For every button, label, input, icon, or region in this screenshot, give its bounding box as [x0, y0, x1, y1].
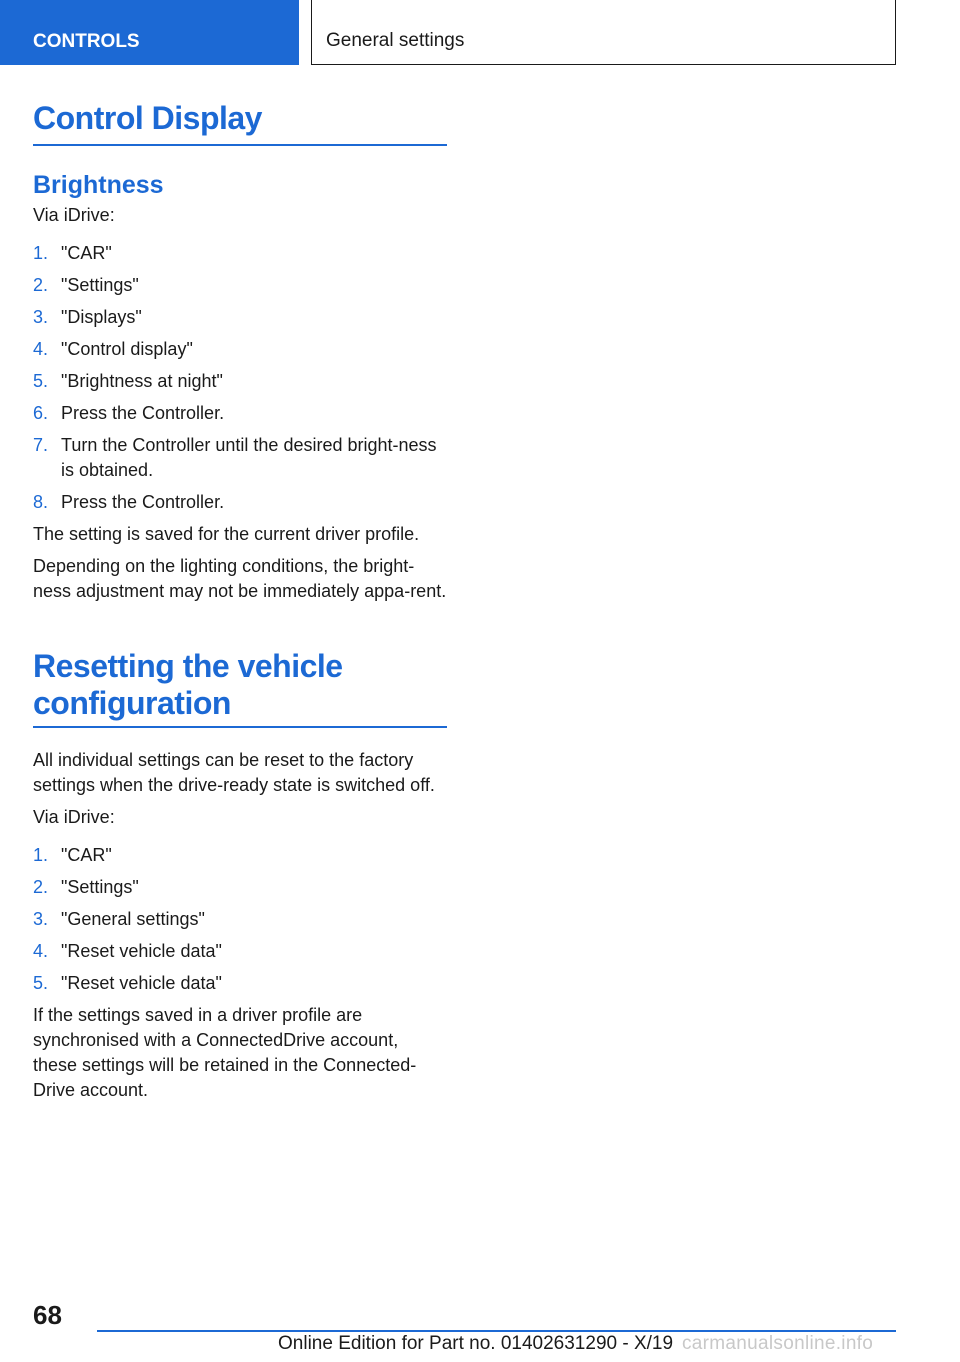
brightness-steps — [33, 241, 447, 515]
brightness-heading: Brightness — [33, 171, 164, 199]
step-text: Press the Controller. — [61, 403, 225, 423]
list-item — [33, 971, 447, 996]
list-item — [33, 305, 447, 330]
lighting-note: Depending on the lighting conditions, the bright‐ness adjustment may not be immediately appa‐rent. — [33, 556, 447, 601]
step-text: Turn the Controller until the desired bright‐ness is obtained. — [61, 435, 437, 480]
step-number: 1. — [33, 243, 49, 263]
reset-intro: All individual settings can be reset to the factory settings when the drive-ready state is switched off. — [33, 750, 435, 795]
list-item — [33, 369, 447, 394]
chapter-label: CONTROLS — [33, 31, 140, 52]
reset-steps — [33, 843, 447, 996]
step-text: "Control display" — [61, 339, 193, 359]
list-item — [33, 907, 447, 932]
step-number: 5. — [33, 973, 49, 993]
list-item — [33, 337, 447, 362]
step-text: "Settings" — [61, 877, 139, 897]
step-text: "Displays" — [61, 307, 142, 327]
page-number: 68 — [33, 1300, 62, 1330]
step-number: 4. — [33, 339, 49, 359]
step-text: "Brightness at night" — [61, 371, 223, 391]
edition-text: Online Edition for Part no. 01402631290 - X/19 — [278, 1333, 674, 1354]
saved-note: The setting is saved for the current driver profile. — [33, 524, 420, 544]
step-number: 6. — [33, 403, 49, 423]
watermark-text: carmanualsonline.info — [682, 1333, 874, 1354]
list-item — [33, 401, 447, 426]
via-idrive-label: Via iDrive: — [33, 807, 115, 827]
list-item — [33, 490, 447, 515]
content-column — [33, 100, 447, 1103]
chapter-tab — [0, 0, 299, 65]
list-item — [33, 273, 447, 298]
section-header — [311, 0, 896, 65]
via-idrive-label: Via iDrive: — [33, 205, 115, 225]
page-title: Control Display — [33, 100, 262, 136]
list-item — [33, 241, 447, 266]
step-text: "CAR" — [61, 243, 112, 263]
list-item — [33, 939, 447, 964]
step-number: 3. — [33, 909, 49, 929]
step-number: 2. — [33, 877, 49, 897]
footer-rule — [97, 1330, 896, 1332]
step-number: 1. — [33, 845, 49, 865]
section-label: General settings — [326, 30, 465, 51]
step-number: 8. — [33, 492, 49, 512]
list-item — [33, 875, 447, 900]
step-number: 4. — [33, 941, 49, 961]
step-number: 7. — [33, 435, 49, 455]
step-text: "Reset vehicle data" — [61, 973, 222, 993]
step-number: 3. — [33, 307, 49, 327]
connecteddrive-note: If the settings saved in a driver profile are synchronised with a ConnectedDrive account, these settings will be retained in the Connected‐Drive account. — [33, 1005, 417, 1100]
step-text: "Settings" — [61, 275, 139, 295]
step-text: Press the Controller. — [61, 492, 225, 512]
reset-rule — [33, 726, 447, 728]
step-text: "CAR" — [61, 845, 112, 865]
reset-heading: Resetting the vehicle configuration — [33, 648, 343, 721]
step-number: 5. — [33, 371, 49, 391]
step-number: 2. — [33, 275, 49, 295]
step-text: "General settings" — [61, 909, 205, 929]
list-item — [33, 843, 447, 868]
step-text: "Reset vehicle data" — [61, 941, 222, 961]
title-rule — [33, 144, 447, 146]
list-item — [33, 433, 447, 483]
